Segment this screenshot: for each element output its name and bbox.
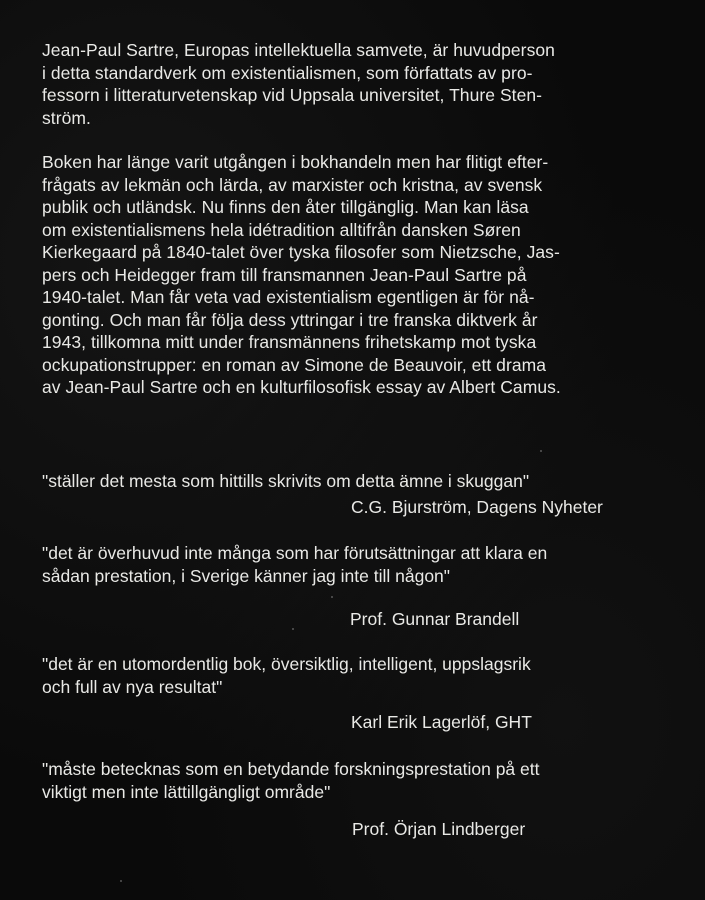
review-author: Prof. Gunnar Brandell	[350, 609, 520, 629]
dust-speck	[120, 880, 122, 882]
description-paragraph: Boken har länge varit utgången i bokhandeln men har flitigt efter- frågats av lekmän och lärda, av marxister och kristna, av svensk publik och utländsk. Nu finns den åter tillgänglig. Man kan läsa om existentialismens hela idétradition alltifrån dansken Søren Kierkegaard på 1840-talet över tyska filosofer som Nietzsche, Jas- pers och Heidegger fram till fransmannen Jean-Paul Sartre på 1940-talet. Man får veta vad existentialism egentligen är för nå- gonting. Och man får följa dess yttringar i tre franska diktverk år 1943, tillkomna mitt under fransmännens frihetskamp mot tyska ockupationstrupper: en roman av Simone de Beauvoir, ett drama av Jean-Paul Sartre och en kulturfilosofisk essay av Albert Camus.	[42, 152, 561, 397]
review-quote: "måste betecknas som en betydande forskningsprestation på ett viktigt men inte lättillgängligt område"	[42, 759, 540, 802]
review-quote: "det är en utomordentlig bok, översiktlig, intelligent, uppslagsrik och full av nya resultat"	[42, 654, 531, 697]
dust-speck	[292, 628, 294, 630]
review-quote: "ställer det mesta som hittills skrivits om detta ämne i skuggan"	[42, 471, 530, 491]
dust-speck	[331, 596, 333, 598]
review-author: C.G. Bjurström, Dagens Nyheter	[351, 497, 603, 517]
dust-speck	[540, 450, 542, 452]
review-quote: "det är överhuvud inte många som har förutsättningar att klara en sådan prestation, i Sverige känner jag inte till någon"	[42, 543, 548, 586]
review-author: Karl Erik Lagerlöf, GHT	[351, 712, 532, 732]
intro-paragraph: Jean-Paul Sartre, Europas intellektuella samvete, är huvudperson i detta standardverk om existentialismen, som författats av pro- fessorn i litteraturvetenskap vid Uppsala universitet, Thure Sten- ström.	[42, 40, 555, 128]
review-author: Prof. Örjan Lindberger	[352, 819, 526, 839]
